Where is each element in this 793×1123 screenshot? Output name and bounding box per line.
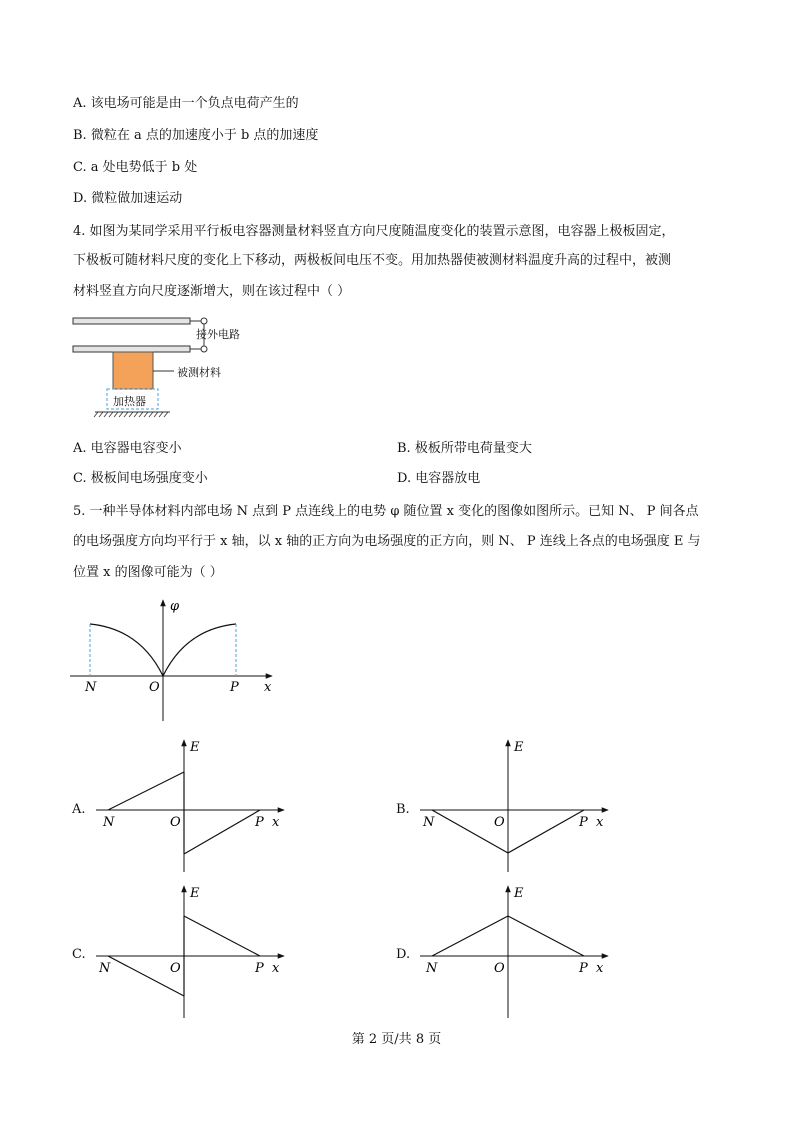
svg-text:P: P [579, 815, 588, 830]
q4-text-line2: 下极板可随材料尺度的变化上下移动，两极板间电压不变。用加热器使被测材料温度升高的过程中，被测 [73, 253, 672, 268]
svg-text:E: E [190, 740, 200, 755]
q3-option-d: D. 微粒做加速运动 [73, 191, 183, 206]
svg-text:x: x [596, 815, 604, 830]
q4-text-line3: 材料竖直方向尺度逐渐增大，则在该过程中（ ） [73, 284, 351, 299]
e-x-graph-option-a [92, 736, 292, 876]
svg-text:P: P [255, 815, 264, 830]
e-x-graph-option-c [92, 882, 292, 1022]
label-measured-material: 被测材料 [177, 366, 221, 379]
q5-option-a-letter: A. [72, 802, 86, 817]
q5-text-line2: 的电场强度方向均平行于 x 轴，以 x 轴的正方向为电场强度的正方向，则 N、 P 连线上各点的电场强度 E 与 [73, 534, 701, 549]
e-x-graph-option-d [416, 882, 616, 1022]
svg-text:E: E [514, 740, 524, 755]
q5-option-d-letter: D. [396, 947, 411, 962]
svg-text:N: N [99, 961, 111, 976]
svg-text:P: P [255, 961, 264, 976]
q5-option-c-letter: C. [72, 947, 86, 962]
page-footer: 第 2 页/共 8 页 [351, 1032, 442, 1047]
q3-option-b: B. 微粒在 a 点的加速度小于 b 点的加速度 [73, 128, 319, 143]
svg-text:E: E [514, 886, 524, 901]
q4-text-line1: 4. 如图为某同学采用平行板电容器测量材料竖直方向尺度随温度变化的装置示意图，电容器上极板固定， [73, 224, 675, 239]
svg-text:P: P [579, 961, 588, 976]
q3-option-a: A. 该电场可能是由一个负点电荷产生的 [73, 96, 299, 111]
svg-text:x: x [272, 815, 280, 830]
phi-axis-label: φ [170, 599, 180, 614]
svg-text:N: N [426, 961, 438, 976]
svg-text:x: x [596, 961, 604, 976]
svg-text:E: E [190, 886, 200, 901]
label-external-circuit: 接外电路 [196, 328, 240, 341]
q5-text-line1: 5. 一种半导体材料内部电场 N 点到 P 点连线上的电势 φ 随位置 x 变化的图像如图所示。已知 N、 P 间各点 [73, 504, 699, 519]
q4-option-d: D. 电容器放电 [397, 471, 481, 486]
svg-text:x: x [272, 961, 280, 976]
phi-point-n: N [85, 680, 97, 695]
svg-text:N: N [103, 815, 115, 830]
q4-option-c: C. 极板间电场强度变小 [73, 471, 208, 486]
svg-text:O: O [170, 961, 181, 976]
svg-text:N: N [423, 815, 435, 830]
svg-text:O: O [494, 961, 505, 976]
q4-option-a: A. 电容器电容变小 [73, 441, 182, 456]
capacitor-diagram [70, 310, 270, 422]
phi-point-p: P [230, 680, 239, 695]
phi-x-axis-label: x [264, 680, 272, 695]
svg-text:O: O [494, 815, 505, 830]
phi-x-graph [66, 596, 286, 726]
phi-point-o: O [149, 680, 160, 695]
svg-text:O: O [170, 815, 181, 830]
q4-option-b: B. 极板所带电荷量变大 [397, 441, 532, 456]
label-heater: 加热器 [113, 395, 146, 408]
e-x-graph-option-b [416, 736, 616, 876]
q3-option-c: C. a 处电势低于 b 处 [73, 160, 198, 175]
q5-text-line3: 位置 x 的图像可能为（ ） [73, 565, 223, 580]
q5-option-b-letter: B. [396, 802, 410, 817]
